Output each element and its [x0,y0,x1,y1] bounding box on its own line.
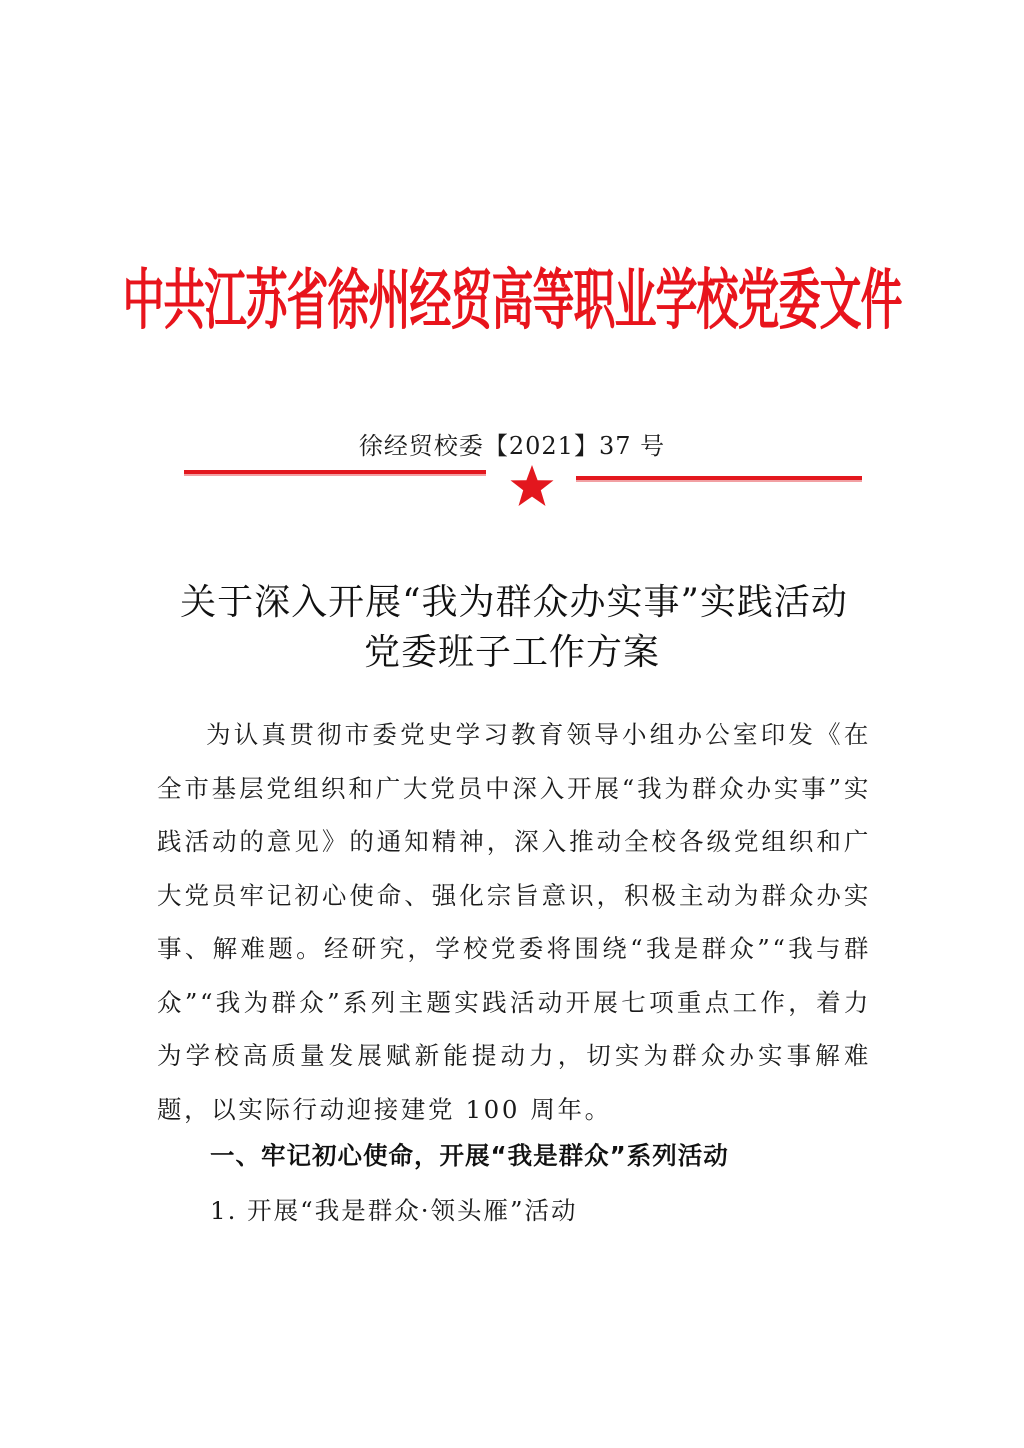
red-rule-right [576,476,862,482]
document-title-line-1: 关于深入开展“我为群众办实事”实践活动 [180,582,848,623]
document-number: 徐经贸校委【2021】37 号 [358,432,666,460]
subsection-heading-1: 1. 开展“我是群众·领头雁”活动 [210,1196,578,1225]
header-title-text: 中共江苏省徐州经贸高等职业学校党委文件 [122,261,902,338]
section-heading-1: 一、牢记初心使命，开展“我是群众”系列活动 [210,1141,729,1170]
intro-paragraph: 为认真贯彻市委党史学习教育领导小组办公室印发《在全市基层党组织和广大党员中深入开展“我为群众办实事”实践活动的意见》的通知精神，深入推动全校各级党组织和广大党员牢记初心使命、强化宗旨意识，积极主动为群众办实事、解难题。经研究，学校党委将围绕“我是群众”“我与群众”“我为群众”系列主题实践活动开展七项重点工作，着力为学校高质量发展赋新能提动力，切实为群众办实事解难题，以实际行动迎接建党 100 周年。 [157,720,871,1124]
red-rule-left [184,470,486,476]
issuing-authority-header [0,261,1024,338]
document-title-line-2: 党委班子工作方案 [363,632,660,673]
red-star-icon [509,464,555,508]
